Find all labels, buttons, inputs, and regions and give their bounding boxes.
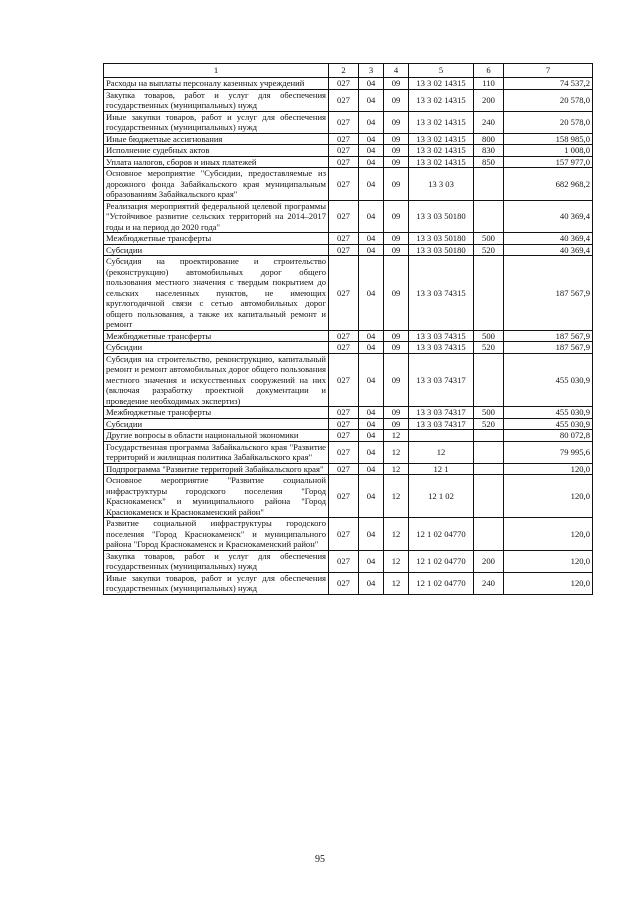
row-subsection: 09 bbox=[384, 244, 409, 256]
table-row bbox=[104, 572, 593, 594]
table-row bbox=[104, 145, 593, 157]
row-type: 520 bbox=[474, 418, 504, 430]
row-amount: 187 567,9 bbox=[504, 256, 593, 331]
row-section: 04 bbox=[359, 145, 384, 157]
row-name: Субсидии bbox=[104, 244, 329, 256]
row-target: 13 3 02 14315 bbox=[409, 145, 474, 157]
row-name: Основное мероприятие "Развитие социальной инфраструктуры городского поселения "Город Краснокаменск" и муниципального района "Город Краснокаменск и Краснокаменский район" bbox=[104, 475, 329, 518]
table-row bbox=[104, 111, 593, 133]
row-amount: 1 008,0 bbox=[504, 145, 593, 157]
header-cell: 2 bbox=[329, 64, 359, 78]
header-cell: 5 bbox=[409, 64, 474, 78]
row-target: 13 3 02 14315 bbox=[409, 78, 474, 90]
row-code: 027 bbox=[329, 244, 359, 256]
row-name: Уплата налогов, сборов и иных платежей bbox=[104, 156, 329, 168]
table-row bbox=[104, 550, 593, 572]
row-type bbox=[474, 518, 504, 551]
row-target: 13 3 03 74317 bbox=[409, 353, 474, 407]
row-type bbox=[474, 475, 504, 518]
row-code: 027 bbox=[329, 133, 359, 145]
row-amount: 455 030,9 bbox=[504, 418, 593, 430]
row-section: 04 bbox=[359, 233, 384, 245]
row-type bbox=[474, 256, 504, 331]
row-amount: 40 369,4 bbox=[504, 244, 593, 256]
row-target: 13 3 03 74317 bbox=[409, 418, 474, 430]
row-section: 04 bbox=[359, 475, 384, 518]
row-amount: 40 369,4 bbox=[504, 233, 593, 245]
table-row bbox=[104, 342, 593, 354]
row-code: 027 bbox=[329, 89, 359, 111]
row-target bbox=[409, 430, 474, 442]
row-subsection: 09 bbox=[384, 407, 409, 419]
header-cell: 7 bbox=[504, 64, 593, 78]
row-code: 027 bbox=[329, 330, 359, 342]
row-amount: 187 567,9 bbox=[504, 330, 593, 342]
page-number: 95 bbox=[315, 854, 325, 865]
row-name: Закупка товаров, работ и услуг для обеспечения государственных (муниципальных) нужд bbox=[104, 550, 329, 572]
row-code: 027 bbox=[329, 256, 359, 331]
row-name: Субсидия на проектирование и строительство (реконструкцию) автомобильных дорог общего пользования местного значения с твердым покрытием до сельских населенных пунктов, не имеющих круглогодичной связи с сетью автомобильных дорог общего пользования, а также их капитальный ремонт и ремонт bbox=[104, 256, 329, 331]
table-row bbox=[104, 330, 593, 342]
row-type: 500 bbox=[474, 407, 504, 419]
row-type: 200 bbox=[474, 89, 504, 111]
row-code: 027 bbox=[329, 430, 359, 442]
row-code: 027 bbox=[329, 353, 359, 407]
row-code: 027 bbox=[329, 78, 359, 90]
row-name: Закупка товаров, работ и услуг для обеспечения государственных (муниципальных) нужд bbox=[104, 89, 329, 111]
row-section: 04 bbox=[359, 330, 384, 342]
row-target: 13 3 02 14315 bbox=[409, 89, 474, 111]
row-section: 04 bbox=[359, 407, 384, 419]
row-type: 240 bbox=[474, 572, 504, 594]
row-name: Расходы на выплаты персоналу казенных учреждений bbox=[104, 78, 329, 90]
row-target: 12 1 02 04770 bbox=[409, 572, 474, 594]
row-section: 04 bbox=[359, 168, 384, 201]
table-row bbox=[104, 463, 593, 475]
row-target: 13 3 03 bbox=[409, 168, 474, 201]
row-target: 13 3 02 14315 bbox=[409, 111, 474, 133]
row-type bbox=[474, 430, 504, 442]
row-section: 04 bbox=[359, 156, 384, 168]
row-name: Другие вопросы в области национальной экономики bbox=[104, 430, 329, 442]
row-type: 520 bbox=[474, 244, 504, 256]
row-type: 520 bbox=[474, 342, 504, 354]
row-type: 800 bbox=[474, 133, 504, 145]
table-header bbox=[104, 64, 593, 78]
row-name: Государственная программа Забайкальского края "Развитие территорий и жилищная политика Забайкальского края" bbox=[104, 441, 329, 463]
row-name: Реализация мероприятий федеральной целевой программы "Устойчивое развитие сельских территорий на 2014–2017 годы и на период до 2020 года" bbox=[104, 200, 329, 233]
row-code: 027 bbox=[329, 200, 359, 233]
row-subsection: 09 bbox=[384, 342, 409, 354]
row-name: Подпрограмма "Развитие территорий Забайкальского края" bbox=[104, 463, 329, 475]
row-amount: 682 968,2 bbox=[504, 168, 593, 201]
table-row bbox=[104, 78, 593, 90]
table-row bbox=[104, 89, 593, 111]
row-section: 04 bbox=[359, 133, 384, 145]
row-section: 04 bbox=[359, 256, 384, 331]
row-section: 04 bbox=[359, 430, 384, 442]
row-target: 12 1 02 04770 bbox=[409, 550, 474, 572]
row-code: 027 bbox=[329, 233, 359, 245]
table-row bbox=[104, 407, 593, 419]
table-row bbox=[104, 156, 593, 168]
row-amount: 20 578,0 bbox=[504, 111, 593, 133]
table-row bbox=[104, 133, 593, 145]
row-target: 13 3 03 50180 bbox=[409, 244, 474, 256]
header-cell: 6 bbox=[474, 64, 504, 78]
row-type bbox=[474, 441, 504, 463]
row-type bbox=[474, 463, 504, 475]
row-target: 13 3 03 74315 bbox=[409, 342, 474, 354]
row-name: Субсидии bbox=[104, 342, 329, 354]
row-subsection: 09 bbox=[384, 78, 409, 90]
row-type: 200 bbox=[474, 550, 504, 572]
row-type: 110 bbox=[474, 78, 504, 90]
row-amount: 157 977,0 bbox=[504, 156, 593, 168]
row-section: 04 bbox=[359, 244, 384, 256]
row-amount: 187 567,9 bbox=[504, 342, 593, 354]
row-subsection: 09 bbox=[384, 233, 409, 245]
row-target: 13 3 03 50180 bbox=[409, 200, 474, 233]
table-row bbox=[104, 353, 593, 407]
row-section: 04 bbox=[359, 200, 384, 233]
row-name: Субсидии bbox=[104, 418, 329, 430]
row-name: Исполнение судебных актов bbox=[104, 145, 329, 157]
row-amount: 158 985,0 bbox=[504, 133, 593, 145]
row-subsection: 12 bbox=[384, 518, 409, 551]
row-target: 13 3 02 14315 bbox=[409, 133, 474, 145]
row-code: 027 bbox=[329, 168, 359, 201]
header-cell: 1 bbox=[104, 64, 329, 78]
row-code: 027 bbox=[329, 156, 359, 168]
row-amount: 74 537,2 bbox=[504, 78, 593, 90]
row-type: 830 bbox=[474, 145, 504, 157]
row-amount: 120,0 bbox=[504, 518, 593, 551]
row-amount: 120,0 bbox=[504, 572, 593, 594]
table-row bbox=[104, 518, 593, 551]
table-row bbox=[104, 418, 593, 430]
row-amount: 120,0 bbox=[504, 463, 593, 475]
row-name: Иные закупки товаров, работ и услуг для обеспечения государственных (муниципальных) нужд bbox=[104, 111, 329, 133]
row-target: 13 3 03 74315 bbox=[409, 256, 474, 331]
budget-table bbox=[103, 63, 593, 595]
row-name: Иные закупки товаров, работ и услуг для обеспечения государственных (муниципальных) нужд bbox=[104, 572, 329, 594]
row-type: 500 bbox=[474, 330, 504, 342]
row-type: 240 bbox=[474, 111, 504, 133]
row-subsection: 12 bbox=[384, 550, 409, 572]
row-target: 12 1 02 04770 bbox=[409, 518, 474, 551]
row-code: 027 bbox=[329, 475, 359, 518]
row-code: 027 bbox=[329, 418, 359, 430]
row-subsection: 09 bbox=[384, 200, 409, 233]
table-row bbox=[104, 168, 593, 201]
row-target: 12 bbox=[409, 441, 474, 463]
row-target: 12 1 bbox=[409, 463, 474, 475]
table-row bbox=[104, 430, 593, 442]
row-target: 13 3 02 14315 bbox=[409, 156, 474, 168]
row-section: 04 bbox=[359, 518, 384, 551]
row-code: 027 bbox=[329, 145, 359, 157]
row-type: 850 bbox=[474, 156, 504, 168]
row-subsection: 12 bbox=[384, 430, 409, 442]
row-code: 027 bbox=[329, 550, 359, 572]
row-section: 04 bbox=[359, 78, 384, 90]
row-amount: 120,0 bbox=[504, 550, 593, 572]
row-name: Иные бюджетные ассигнования bbox=[104, 133, 329, 145]
row-code: 027 bbox=[329, 463, 359, 475]
row-subsection: 09 bbox=[384, 418, 409, 430]
row-section: 04 bbox=[359, 418, 384, 430]
row-subsection: 09 bbox=[384, 330, 409, 342]
row-subsection: 12 bbox=[384, 463, 409, 475]
row-section: 04 bbox=[359, 463, 384, 475]
table-row bbox=[104, 475, 593, 518]
row-name: Развитие социальной инфраструктуры городского поселения "Город Краснокаменск" и муниципального района "Город Краснокаменск и Краснокаменский район" bbox=[104, 518, 329, 551]
row-subsection: 12 bbox=[384, 475, 409, 518]
row-section: 04 bbox=[359, 441, 384, 463]
row-subsection: 09 bbox=[384, 256, 409, 331]
row-amount: 455 030,9 bbox=[504, 353, 593, 407]
row-amount: 20 578,0 bbox=[504, 89, 593, 111]
row-section: 04 bbox=[359, 342, 384, 354]
table-row bbox=[104, 244, 593, 256]
row-amount: 120,0 bbox=[504, 475, 593, 518]
row-code: 027 bbox=[329, 111, 359, 133]
row-subsection: 09 bbox=[384, 111, 409, 133]
row-code: 027 bbox=[329, 407, 359, 419]
row-section: 04 bbox=[359, 353, 384, 407]
row-name: Межбюджетные трансферты bbox=[104, 330, 329, 342]
row-code: 027 bbox=[329, 572, 359, 594]
row-type bbox=[474, 200, 504, 233]
row-name: Межбюджетные трансферты bbox=[104, 233, 329, 245]
row-subsection: 12 bbox=[384, 441, 409, 463]
table-row bbox=[104, 256, 593, 331]
table-row bbox=[104, 233, 593, 245]
row-subsection: 09 bbox=[384, 353, 409, 407]
row-target: 12 1 02 bbox=[409, 475, 474, 518]
row-section: 04 bbox=[359, 550, 384, 572]
table-row bbox=[104, 441, 593, 463]
row-code: 027 bbox=[329, 342, 359, 354]
header-cell: 3 bbox=[359, 64, 384, 78]
row-section: 04 bbox=[359, 89, 384, 111]
row-target: 13 3 03 50180 bbox=[409, 233, 474, 245]
row-name: Межбюджетные трансферты bbox=[104, 407, 329, 419]
header-cell: 4 bbox=[384, 64, 409, 78]
row-amount: 455 030,9 bbox=[504, 407, 593, 419]
row-section: 04 bbox=[359, 572, 384, 594]
row-code: 027 bbox=[329, 518, 359, 551]
row-subsection: 09 bbox=[384, 133, 409, 145]
row-type: 500 bbox=[474, 233, 504, 245]
table-body bbox=[104, 78, 593, 595]
row-type bbox=[474, 353, 504, 407]
row-amount: 80 072,8 bbox=[504, 430, 593, 442]
row-amount: 40 369,4 bbox=[504, 200, 593, 233]
row-code: 027 bbox=[329, 441, 359, 463]
row-name: Субсидия на строительство, реконструкцию, капитальный ремонт и ремонт автомобильных дорог общего пользования местного значения и искусственных сооружений на них (включая разработку проектной документации и проведение необходимых экспертиз) bbox=[104, 353, 329, 407]
row-target: 13 3 03 74315 bbox=[409, 330, 474, 342]
table-row bbox=[104, 200, 593, 233]
row-target: 13 3 03 74317 bbox=[409, 407, 474, 419]
row-name: Основное мероприятие "Субсидии, предоставляемые из дорожного фонда Забайкальского края муниципальным образованиям Забайкальского края" bbox=[104, 168, 329, 201]
row-subsection: 09 bbox=[384, 145, 409, 157]
row-type bbox=[474, 168, 504, 201]
row-subsection: 09 bbox=[384, 156, 409, 168]
row-subsection: 09 bbox=[384, 89, 409, 111]
row-subsection: 09 bbox=[384, 168, 409, 201]
row-section: 04 bbox=[359, 111, 384, 133]
row-subsection: 12 bbox=[384, 572, 409, 594]
row-amount: 79 995,6 bbox=[504, 441, 593, 463]
